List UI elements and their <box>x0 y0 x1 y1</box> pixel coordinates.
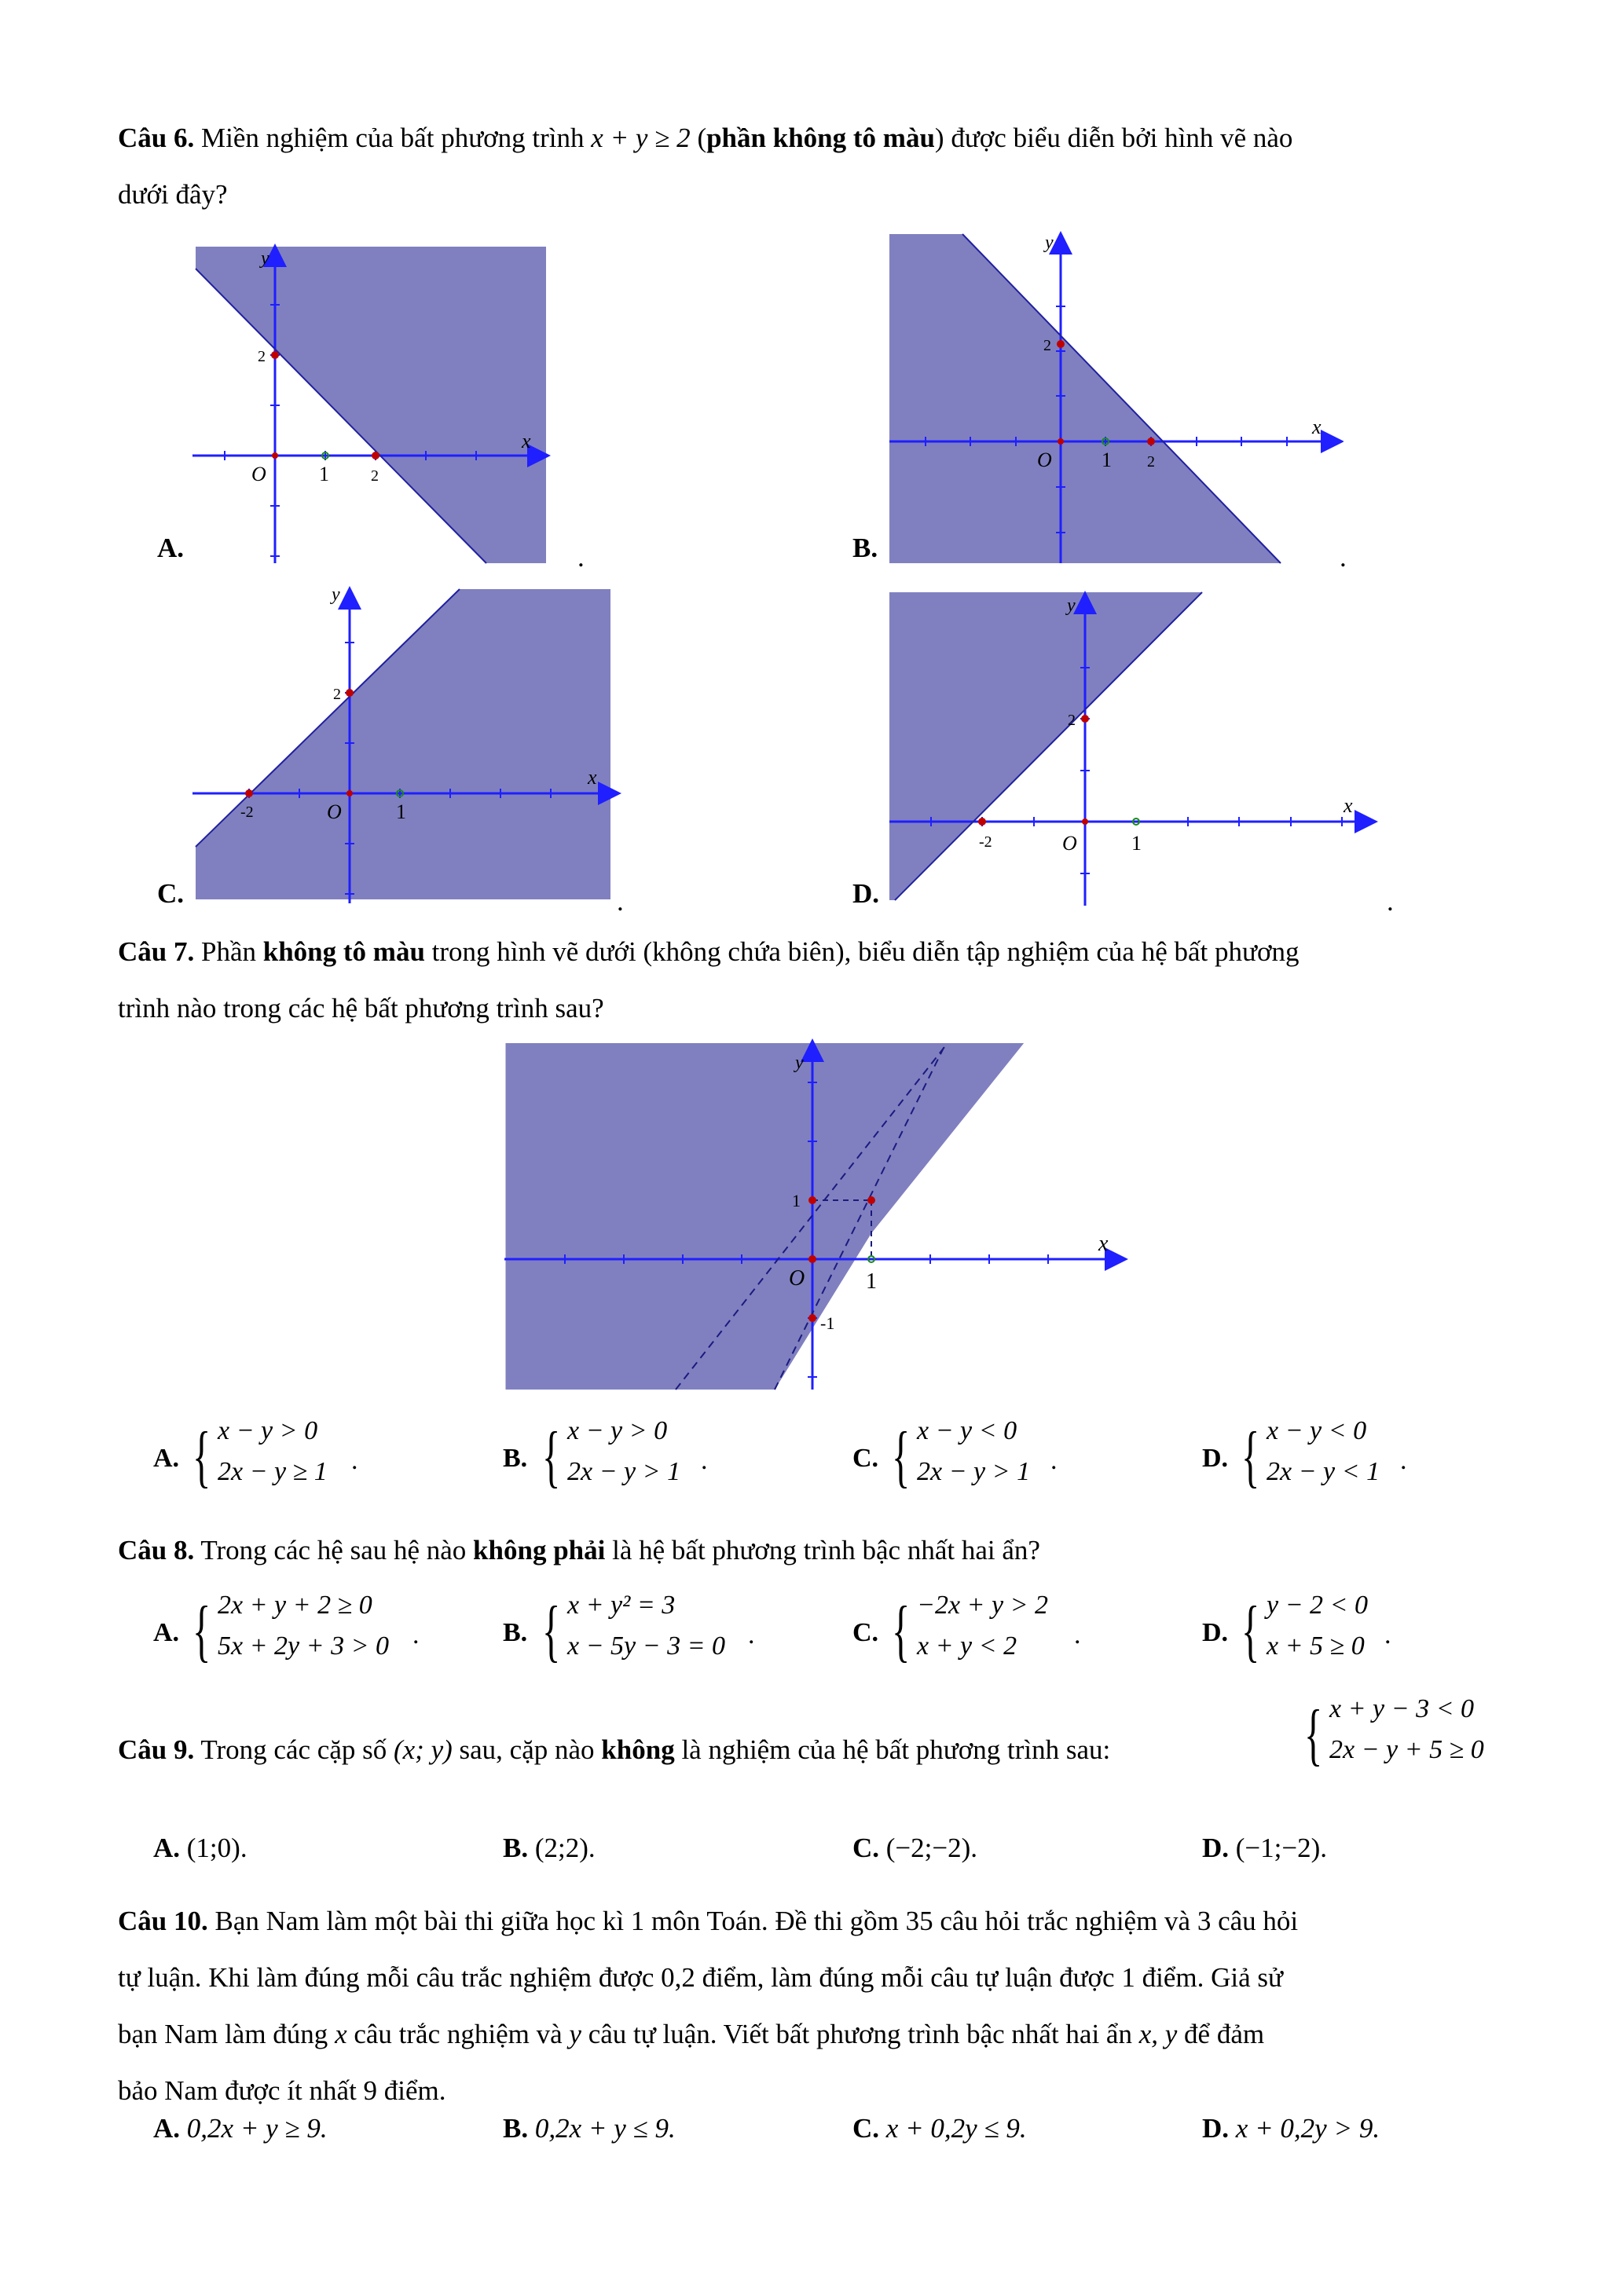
q6-text-b: được biểu diễn bởi hình vẽ nào <box>951 123 1293 153</box>
q9-stem <box>118 1734 1110 1766</box>
q7-option-c[interactable]: C. { x − y < 0 2x − y > 1 . <box>852 1416 1058 1495</box>
q6-graph-d[interactable] <box>888 588 1391 917</box>
q9-pair: (x; y) <box>393 1734 453 1765</box>
q7-graph <box>503 1037 1147 1398</box>
q9-option-a-label: A. <box>153 1833 181 1863</box>
q8-option-a-label: A. <box>153 1618 180 1647</box>
q7-a-line1: x − y > 0 <box>218 1416 318 1445</box>
q8-c-line1: −2x + y > 2 <box>917 1591 1049 1620</box>
q9-text-b: sau, cặp nào <box>459 1734 595 1765</box>
point-0-2 <box>271 351 279 359</box>
q8-a-line1: 2x + y + 2 ≥ 0 <box>218 1591 372 1620</box>
q9-option-d[interactable] <box>1202 1833 1327 1864</box>
q9-bold: không <box>601 1734 675 1765</box>
q6-option-c-label[interactable]: C. <box>157 878 185 909</box>
tick-y2: 2 <box>1068 712 1076 729</box>
q10-stem: Câu 10. Bạn Nam làm một bài thi giữa học kì 1 môn Toán. Đề thi gồm 35 câu hỏi trắc nghiệm và 3 câu hỏi tự luận. Khi làm đúng mỗi câu trắc nghiệm được 0,2 điểm, làm đúng mỗi câu tự luận được 1 điểm. Giả sử bạn Nam làm đúng x câu trắc nghiệm và y câu tự luận. Viết bất phương trình bậc nhất hai ẩn x, y để đảm bảo Nam được ít nhất 9 điểm. <box>118 1906 1299 2106</box>
origin-point <box>808 1255 816 1263</box>
shaded-region <box>196 247 546 563</box>
y-label: y <box>1067 595 1076 616</box>
q10-option-b-value: 0,2x + y ≤ 9. <box>534 2113 676 2144</box>
q9-option-a-value: (1;0). <box>186 1833 247 1863</box>
q10-option-b[interactable] <box>503 2113 676 2144</box>
q8-d-line1: y − 2 < 0 <box>1267 1591 1368 1620</box>
q9-option-d-label: D. <box>1202 1833 1230 1863</box>
y-label: y <box>261 248 269 269</box>
q10-option-c[interactable] <box>852 2113 1027 2144</box>
point-0-1 <box>808 1196 816 1204</box>
q7-d-line1: x − y < 0 <box>1267 1416 1367 1445</box>
q10-label: Câu 10. <box>118 1906 208 1936</box>
q7-option-b[interactable]: B. { x − y > 0 2x − y > 1 . <box>503 1416 708 1495</box>
shaded-region <box>196 589 610 899</box>
q10-line3-a: bạn Nam làm đúng <box>118 2019 328 2049</box>
q7-option-d-label: D. <box>1202 1444 1229 1473</box>
x-label: x <box>1312 416 1322 438</box>
tick-y2: 2 <box>1043 337 1051 354</box>
q7-label: Câu 7. <box>118 936 195 967</box>
q8-c-line2: x + y < 2 <box>917 1631 1017 1661</box>
x-label: x <box>1098 1232 1109 1256</box>
shaded-region <box>889 234 1281 563</box>
q10-option-a[interactable] <box>153 2113 328 2144</box>
q8-label: Câu 8. <box>118 1535 195 1565</box>
q6-option-b-label[interactable]: B. <box>852 533 878 563</box>
q7-option-c-label: C. <box>852 1444 879 1473</box>
q8-stem <box>118 1522 1524 1579</box>
q7-c-line2: 2x − y > 1 <box>917 1457 1031 1486</box>
q10-option-a-value: 0,2x + y ≥ 9. <box>186 2113 328 2144</box>
q10-option-d-value: x + 0,2y > 9. <box>1235 2113 1380 2144</box>
q9-option-b[interactable] <box>503 1833 596 1864</box>
point-2-0 <box>1147 438 1155 445</box>
point-0-2 <box>346 689 354 697</box>
point-0-2 <box>1057 340 1065 348</box>
q8-d-line2: x + 5 ≥ 0 <box>1267 1631 1365 1661</box>
q7-b-line2: 2x − y > 1 <box>567 1457 681 1486</box>
q8-option-d-label: D. <box>1202 1618 1229 1647</box>
origin-label: O <box>789 1266 805 1291</box>
q7-option-b-label: B. <box>503 1444 528 1473</box>
x-label: x <box>588 766 597 789</box>
point-2-0 <box>372 452 379 460</box>
q10-option-c-value: x + 0,2y ≤ 9. <box>885 2113 1027 2144</box>
q8-option-b-label: B. <box>503 1618 528 1647</box>
tick-ym1: -1 <box>820 1313 835 1333</box>
q6-bold: phần không tô màu <box>706 123 935 153</box>
q8-option-c-label: C. <box>852 1618 879 1647</box>
q7-stem <box>118 924 1524 1037</box>
origin-point <box>1082 818 1088 825</box>
x-label: x <box>522 430 531 452</box>
q10-option-b-label: B. <box>503 2113 529 2144</box>
origin-label: O <box>1062 832 1077 855</box>
tick-x1: 1 <box>866 1269 877 1294</box>
q6-stem: Câu 6. Miền nghiệm của bất phương trình x + y ≥ 2 (phần không tô màu) được biểu diễn bởi hình vẽ nào dưới đây? <box>118 123 1293 210</box>
origin-point <box>272 452 278 459</box>
q10-line3-c: câu tự luận. Viết bất phương trình bậc nhất hai ẩn <box>588 2019 1132 2049</box>
q10-line1: Bạn Nam làm một bài thi giữa học kì 1 môn Toán. Đề thi gồm 35 câu hỏi trắc nghiệm và 3 câu hỏi <box>214 1906 1299 1936</box>
q9-text-c: là nghiệm của hệ bất phương trình sau: <box>681 1734 1111 1765</box>
q8-option-b[interactable]: B. { x + y² = 3 x − 5y − 3 = 0 . <box>503 1591 755 1669</box>
point-m2-0 <box>978 818 986 826</box>
q8-a-line2: 5x + 2y + 3 > 0 <box>218 1631 390 1661</box>
q8-b-line2: x − 5y − 3 = 0 <box>567 1631 726 1661</box>
q8-bold: không phải <box>473 1535 606 1565</box>
q9-option-c-value: (−2;−2). <box>885 1833 978 1863</box>
tick-1: 1 <box>1131 832 1142 855</box>
q9-option-d-value: (−1;−2). <box>1235 1833 1328 1863</box>
x-label: x <box>1344 794 1353 817</box>
q9-system: { x + y − 3 < 0 2x − y + 5 ≥ 0 <box>1304 1694 1484 1773</box>
tick-1: 1 <box>1102 449 1112 471</box>
q6-graph-c[interactable] <box>189 581 629 911</box>
q7-option-d[interactable]: D. { x − y < 0 2x − y < 1 . <box>1202 1416 1407 1495</box>
origin-point <box>1058 438 1064 445</box>
q7-text-c: trình nào trong các hệ bất phương trình sau? <box>118 993 604 1023</box>
q7-c-line1: x − y < 0 <box>917 1416 1017 1445</box>
tick-1: 1 <box>319 463 329 485</box>
q6-option-a-label[interactable]: A. <box>157 533 185 563</box>
tick-m2: -2 <box>979 833 992 851</box>
q6-text-c: dưới đây? <box>118 179 228 210</box>
tick-y2: 2 <box>258 348 266 365</box>
q6-option-d-label[interactable]: D. <box>852 878 880 909</box>
q8-b-line1: x + y² = 3 <box>567 1591 676 1620</box>
q7-b-line1: x − y > 0 <box>567 1416 668 1445</box>
q9-option-b-value: (2;2). <box>534 1833 596 1863</box>
q8-option-d[interactable]: D. { y − 2 < 0 x + 5 ≥ 0 . <box>1202 1591 1391 1669</box>
q8-option-a[interactable]: A. { 2x + y + 2 ≥ 0 5x + 2y + 3 > 0 . <box>153 1591 420 1669</box>
q10-line3-d: để đảm <box>1184 2019 1265 2049</box>
q10-option-d[interactable] <box>1202 2113 1380 2144</box>
q9-option-b-label: B. <box>503 1833 529 1863</box>
point-0-2 <box>1081 715 1089 723</box>
q8-text-a: Trong các hệ sau hệ nào <box>200 1535 467 1565</box>
tick-y2: 2 <box>333 686 341 703</box>
q10-option-a-label: A. <box>153 2113 181 2144</box>
q9-option-c[interactable] <box>852 1833 977 1864</box>
q9-option-a[interactable] <box>153 1833 247 1864</box>
q9-label: Câu 9. <box>118 1734 195 1765</box>
tick-y1: 1 <box>792 1191 801 1210</box>
q9-sys-line2: 2x − y + 5 ≥ 0 <box>1329 1735 1484 1764</box>
q7-d-line2: 2x − y < 1 <box>1267 1457 1380 1486</box>
q6-text-a: Miền nghiệm của bất phương trình <box>201 123 585 153</box>
tick-2: 2 <box>371 467 379 485</box>
q6-inequality: x + y ≥ 2 <box>591 123 691 153</box>
point-1-1 <box>867 1196 875 1204</box>
tick-2: 2 <box>1147 453 1155 471</box>
q7-bold: không tô màu <box>262 936 425 967</box>
q8-option-c[interactable]: C. { −2x + y > 2 x + y < 2 . <box>852 1591 1081 1669</box>
q8-text-b: là hệ bất phương trình bậc nhất hai ẩn? <box>612 1535 1040 1565</box>
q9-option-c-label: C. <box>852 1833 880 1863</box>
tick-m2: -2 <box>240 804 254 821</box>
q6-graph-a[interactable] <box>189 236 597 573</box>
q7-option-a-label: A. <box>153 1444 180 1473</box>
q9-text-a: Trong các cặp số <box>200 1734 387 1765</box>
q10-line4: bảo Nam được ít nhất 9 điểm. <box>118 2075 446 2106</box>
origin-label: O <box>327 800 342 823</box>
q7-option-a[interactable]: A. { x − y > 0 2x − y ≥ 1 . <box>153 1416 358 1495</box>
origin-label: O <box>251 463 266 485</box>
point-m2-0 <box>245 789 253 797</box>
q10-line3-b: câu trắc nghiệm và <box>354 2019 563 2049</box>
q10-option-c-label: C. <box>852 2113 880 2144</box>
y-label: y <box>795 1053 804 1073</box>
q10-option-d-label: D. <box>1202 2113 1230 2144</box>
q10-line2: tự luận. Khi làm đúng mỗi câu trắc nghiệm được 0,2 điểm, làm đúng mỗi câu tự luận được 1 điểm. Giả sử <box>118 1962 1283 1993</box>
tick-1: 1 <box>396 800 406 823</box>
q7-text-b: trong hình vẽ dưới (không chứa biên), biểu diễn tập nghiệm của hệ bất phương <box>431 936 1300 967</box>
q6-graph-b[interactable] <box>888 228 1344 573</box>
y-label: y <box>1045 233 1054 253</box>
q6-label: Câu 6. <box>118 123 195 153</box>
point-0-m1 <box>808 1314 816 1322</box>
origin-label: O <box>1037 449 1052 471</box>
q7-text-a: Phần <box>201 936 256 967</box>
q9-sys-line1: x + y − 3 < 0 <box>1329 1694 1475 1723</box>
origin-point <box>346 790 353 796</box>
y-label: y <box>332 584 340 605</box>
q7-a-line2: 2x − y ≥ 1 <box>218 1457 328 1486</box>
